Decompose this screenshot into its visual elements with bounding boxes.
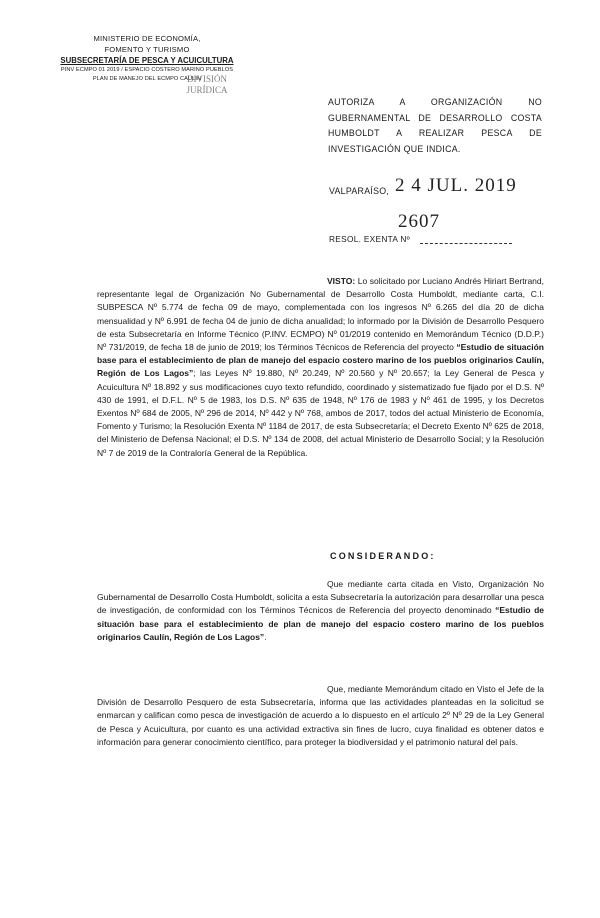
considerando-paragraph-1: [97, 578, 544, 644]
place-label: VALPARAÍSO,: [329, 186, 390, 196]
reference-line1: PINV ECMPO 01 2019 / ESPACIO COSTERO MARINO PUEBLOS: [60, 67, 234, 73]
visto-label: VISTO:: [327, 276, 356, 286]
subsecretaria-name: SUBSECRETARÍA DE PESCA Y ACUICULTURA: [60, 56, 234, 65]
resolution-label: RESOL. EXENTA Nº: [329, 234, 410, 244]
stamp-line1: DIVISIÓN: [187, 74, 227, 84]
division-juridica-stamp: [172, 74, 242, 114]
reference-line2: PLAN DE MANEJO DEL ECMPO CAULIN: [92, 76, 202, 82]
considerando-1-project-title: “Estudio de situación base para el establecimiento de plan de manejo del espacio costero marino de los pueblos originarios Caulín, Región de Los Lagos”: [97, 605, 544, 642]
resolution-number: 2607: [398, 211, 440, 232]
considerando-1-text: Que mediante carta citada en Visto, Organización No Gubernamental de Desarrollo Costa Humboldt, solicita a esta Subsecretaría la autorización para desarrollar una pesca de investigación, de conformidad con los Términos Técnicos de Referencia del proyecto denominado: [97, 579, 544, 616]
considerando-1-end: .: [264, 631, 267, 642]
visto-text-2: ; las Leyes Nº 19.880, Nº 20.249, Nº 20.560 y Nº 20.657; la Ley General de Pesca y Acuicultura Nº 18.892 y sus modificaciones cuyo texto refundido, coordinado y sistematizado fue fijado por el D.S. Nº 430 de 1991, el D.F.L. Nº 5 de 1983, los D.S. Nº 635 de 1948, Nº 176 de 1983 y Nº 461 de 1995, y los Decretos Exentos Nº 684 de 2005, Nº 296 de 2014, Nº 442 y Nº 768, ambos de 2017, todos del actual Ministerio de Economía, Fomento y Turismo; la Resolución Exenta Nº 1184 de 2017, de esta Subsecretaría; el Decreto Exento Nº 625 de 2018, del Ministerio de Defensa Nacional; el D.S. Nº 134 de 2008, del actual Ministerio de Desarrollo Social; y la Resolución Nº 7 de 2019 de la Contraloría General de la República.: [97, 368, 545, 458]
visto-project-title: “Estudio de situación base para el establecimiento de plan de manejo del espacio costero marino de los pueblos originarios Caulín, Región de Los Lagos”: [97, 342, 545, 379]
resolution-title: AUTORIZA A ORGANIZACIÓN NO GUBERNAMENTAL DE DESARROLLO COSTA HUMBOLDT A REALIZAR PESCA DE INVESTIGACIÓN QUE INDICA.: [328, 97, 542, 154]
visto-text-1: Lo solicitado por Luciano Andrés Hiriart Bertrand, representante legal de Organización No Gubernamental de Desarrollo Costa Humboldt, mediante carta, C.I. SUBPESCA Nº 5.774 de fecha 09 de mayo, complementada con los ingresos Nº 6.265 del día 20 de dicha mensualidad y Nº 6.991 de fecha 04 de junio de dicha anualidad; lo informado por la División de Desarrollo Pesquero de esta Subsecretaría en Informe Técnico (P.INV. ECMPO) Nº 01/2019 contenido en Memorándum Técnico (D.D.P.) Nº 731/2019, de fecha 18 de junio de 2019; los Términos Técnicos de Referencia del proyecto: [97, 276, 544, 353]
resolution-number-line: [420, 243, 512, 244]
visto-paragraph: [97, 275, 544, 460]
considerando-heading: CONSIDERANDO:: [330, 551, 436, 561]
considerando-paragraph-2: Que, mediante Memorándum citado en Visto el Jefe de la División de Desarrollo Pesquero de esta Subsecretaría, informa que las actividades planteadas en la solicitud se enmarcan y califican como pesca de investigación de acuerdo a lo dispuesto en el artículo 2º Nº 29 de la Ley General de Pesca y Acuicultura, por cuanto es una actividad extractiva sin fines de lucro, cuya finalidad es obtener datos e información para generar conocimiento científico, para proteger la biodiversidad y el patrimonio natural del país.: [97, 684, 544, 747]
ministry-name-line2: FOMENTO Y TURISMO: [104, 45, 190, 54]
date-stamp: 2 4 JUL. 2019: [395, 175, 517, 196]
stamp-line2: JURÍDICA: [186, 85, 228, 95]
ministry-name-line1: MINISTERIO DE ECONOMÍA,: [93, 34, 201, 43]
